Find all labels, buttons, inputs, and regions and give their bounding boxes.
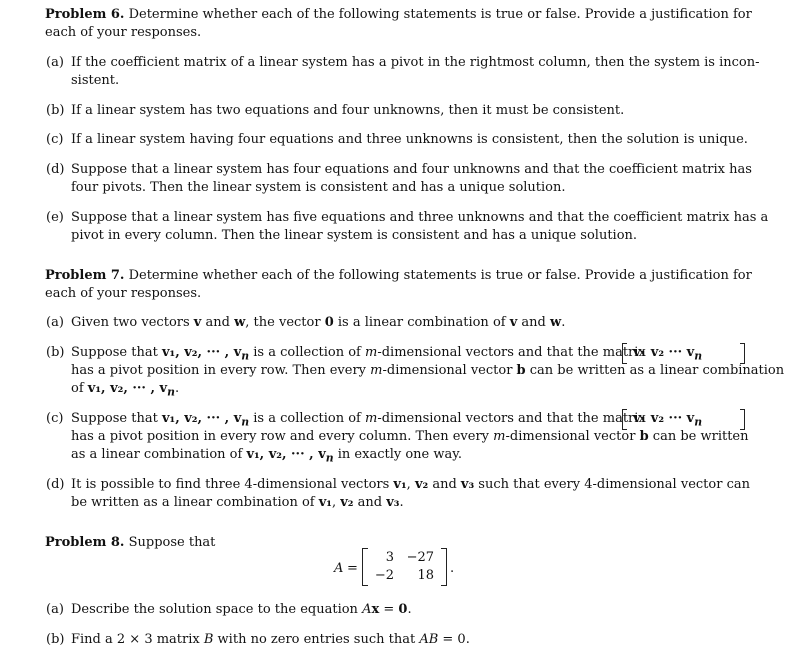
text: .	[407, 602, 412, 617]
vector-v: v	[509, 315, 518, 330]
p6-d-text: Suppose that a linear system has four equations and four unknowns and that the coefficient matrix has	[71, 162, 752, 177]
vector-list: v₁, v₂, ··· , v	[161, 345, 242, 360]
text: -dimensional vector	[505, 429, 640, 444]
vector-list: v₁, v₂, ··· , v	[87, 381, 168, 396]
p6-e-text-cont: pivot in every column. Then the linear system is consistent and has a unique solution.	[71, 228, 638, 243]
matrix-left-bracket	[362, 548, 368, 586]
subscript-n: n	[167, 385, 175, 399]
item-label: (a)	[46, 55, 64, 70]
vector-list: v₁, v₂, ··· , v	[246, 447, 326, 462]
matrix-right-bracket	[740, 343, 745, 364]
text: .	[561, 315, 566, 330]
text: , the vector	[245, 315, 325, 330]
var-m: m	[370, 363, 383, 378]
text: Suppose that	[71, 345, 162, 360]
text: in exactly one way.	[333, 447, 462, 462]
text: and	[517, 315, 550, 330]
vector-list: v₁, v₂, ··· , v	[161, 411, 242, 426]
p6-d-text-cont: four pivots. Then the linear system is consistent and has a unique solution.	[71, 180, 566, 195]
p7-c-text-cont	[71, 446, 462, 467]
matrix-columns: v₁ v₂ ··· v	[633, 345, 695, 360]
period: .	[450, 561, 455, 576]
text: as a linear combination of	[71, 447, 247, 462]
matrix-entry: −2	[374, 568, 394, 583]
problem-6-intro: Determine whether each of the following statements is true or false. Provide a justification for	[128, 7, 752, 22]
vector-v2: v₂	[340, 495, 354, 510]
matrix-right-bracket	[740, 409, 745, 430]
vector-x: x	[371, 602, 380, 617]
text: .	[174, 381, 180, 396]
item-label: (c)	[46, 411, 64, 426]
text: of	[71, 381, 88, 396]
vector-v1: v₁	[318, 495, 332, 510]
zero-vector: 0	[398, 602, 408, 617]
item-label: (b)	[46, 103, 65, 118]
vector-w: w	[234, 315, 246, 330]
text: with no zero entries such that	[213, 632, 420, 647]
var-A: A	[362, 602, 372, 617]
p8-a-text	[71, 601, 412, 618]
item-label: (c)	[46, 132, 64, 147]
text: -dimensional vectors and that the matrix	[377, 411, 646, 426]
text: can be written as a linear combination	[525, 363, 785, 378]
subscript-n: n	[694, 349, 703, 363]
text: has a pivot position in every row and every column. Then every	[71, 429, 494, 444]
p6-a-text: If the coefficient matrix of a linear system has a pivot in the rightmost column, then the system is incon-	[71, 55, 760, 70]
text: such that every 4-dimensional vector can	[474, 477, 750, 492]
text: can be written	[648, 429, 749, 444]
vector-v1: v₁	[393, 477, 407, 492]
problem-7-line-1	[45, 267, 752, 284]
matrix-left-bracket	[622, 343, 627, 364]
subscript-n: n	[694, 415, 703, 429]
p6-a-text-cont: sistent.	[71, 73, 120, 88]
matrix-left-bracket	[622, 409, 627, 430]
text: is a collection of	[249, 411, 365, 426]
text: and	[201, 315, 235, 330]
matrix-entry: −27	[406, 550, 434, 565]
text: be written as a linear combination of	[71, 495, 319, 510]
item-label: (d)	[46, 162, 65, 177]
p6-c-text: If a linear system having four equations and three unknowns is consistent, then the solution is unique.	[71, 132, 748, 147]
vector-v2: v₂	[414, 477, 429, 492]
problem-6-title: Problem 6.	[45, 7, 125, 22]
p7-b-text-cont	[71, 380, 179, 401]
matrix-name-A: A	[334, 561, 344, 576]
text: .	[399, 495, 404, 510]
matrix-columns: v₁ v₂ ··· v	[633, 411, 695, 426]
text: Describe the solution space to the equation	[71, 602, 363, 617]
item-label: (e)	[46, 210, 64, 225]
var-B: B	[203, 632, 214, 647]
equals-sign: =	[347, 561, 358, 576]
problem-7-title: Problem 7.	[45, 268, 125, 283]
p7-d-text	[71, 476, 750, 493]
text: ,	[331, 495, 341, 510]
matrix-entry: 3	[385, 550, 394, 565]
text: is a collection of	[249, 345, 365, 360]
problem-7-intro: Determine whether each of the following statements is true or false. Provide a justification for	[128, 268, 752, 283]
problem-8-intro: Suppose that	[128, 535, 216, 550]
matrix-right-bracket	[441, 548, 447, 586]
text: -dimensional vector	[382, 363, 517, 378]
vector-v: v	[193, 315, 202, 330]
p6-e-text: Suppose that a linear system has five equations and three unknowns and that the coefficient matrix has a	[71, 210, 769, 225]
p7-b-text-cont	[71, 362, 784, 379]
p7-c-text-cont	[71, 428, 749, 445]
var-m: m	[493, 429, 506, 444]
vector-b: b	[639, 429, 649, 444]
subscript-n: n	[241, 415, 250, 429]
vector-v3: v₃	[386, 495, 400, 510]
item-label: (d)	[46, 477, 65, 492]
problem-8-title: Problem 8.	[45, 535, 125, 550]
var-AB: AB	[419, 632, 439, 647]
item-label: (a)	[46, 315, 64, 330]
item-label: (b)	[46, 345, 65, 360]
text: =	[379, 602, 399, 617]
vector-b: b	[516, 363, 526, 378]
vector-w: w	[550, 315, 562, 330]
p7-d-text-cont	[71, 494, 404, 511]
problem-7-intro-cont: each of your responses.	[45, 286, 202, 301]
text: Find a 2 × 3 matrix	[71, 632, 204, 647]
text: ,	[406, 477, 415, 492]
problem-7-line-2	[45, 285, 201, 302]
problem-6-line-2	[45, 24, 201, 41]
item-label: (b)	[46, 632, 65, 647]
var-m: m	[365, 411, 378, 426]
text: and	[353, 495, 387, 510]
zero-vector: 0	[324, 315, 334, 330]
vector-v3: v₃	[460, 477, 475, 492]
text: and	[428, 477, 461, 492]
text: has a pivot position in every row. Then every	[71, 363, 371, 378]
subscript-n: n	[241, 349, 250, 363]
text: Suppose that	[71, 411, 162, 426]
text: -dimensional vectors and that the matrix	[377, 345, 646, 360]
text: = 0.	[438, 632, 470, 647]
var-m: m	[365, 345, 378, 360]
problem-8-line-1	[45, 534, 215, 551]
problem-6-intro-cont: each of your responses.	[45, 25, 202, 40]
text: Given two vectors	[71, 315, 194, 330]
matrix-entry: 18	[417, 568, 434, 583]
text: It is possible to find three 4-dimensional vectors	[71, 477, 394, 492]
text: is a linear combination of	[333, 315, 510, 330]
problem-6-line-1	[45, 6, 752, 23]
p8-b-text	[71, 631, 470, 648]
subscript-n: n	[325, 451, 334, 465]
item-label: (a)	[46, 602, 64, 617]
p7-a-text	[71, 314, 565, 331]
p6-b-text: If a linear system has two equations and four unknowns, then it must be consistent.	[71, 103, 625, 118]
